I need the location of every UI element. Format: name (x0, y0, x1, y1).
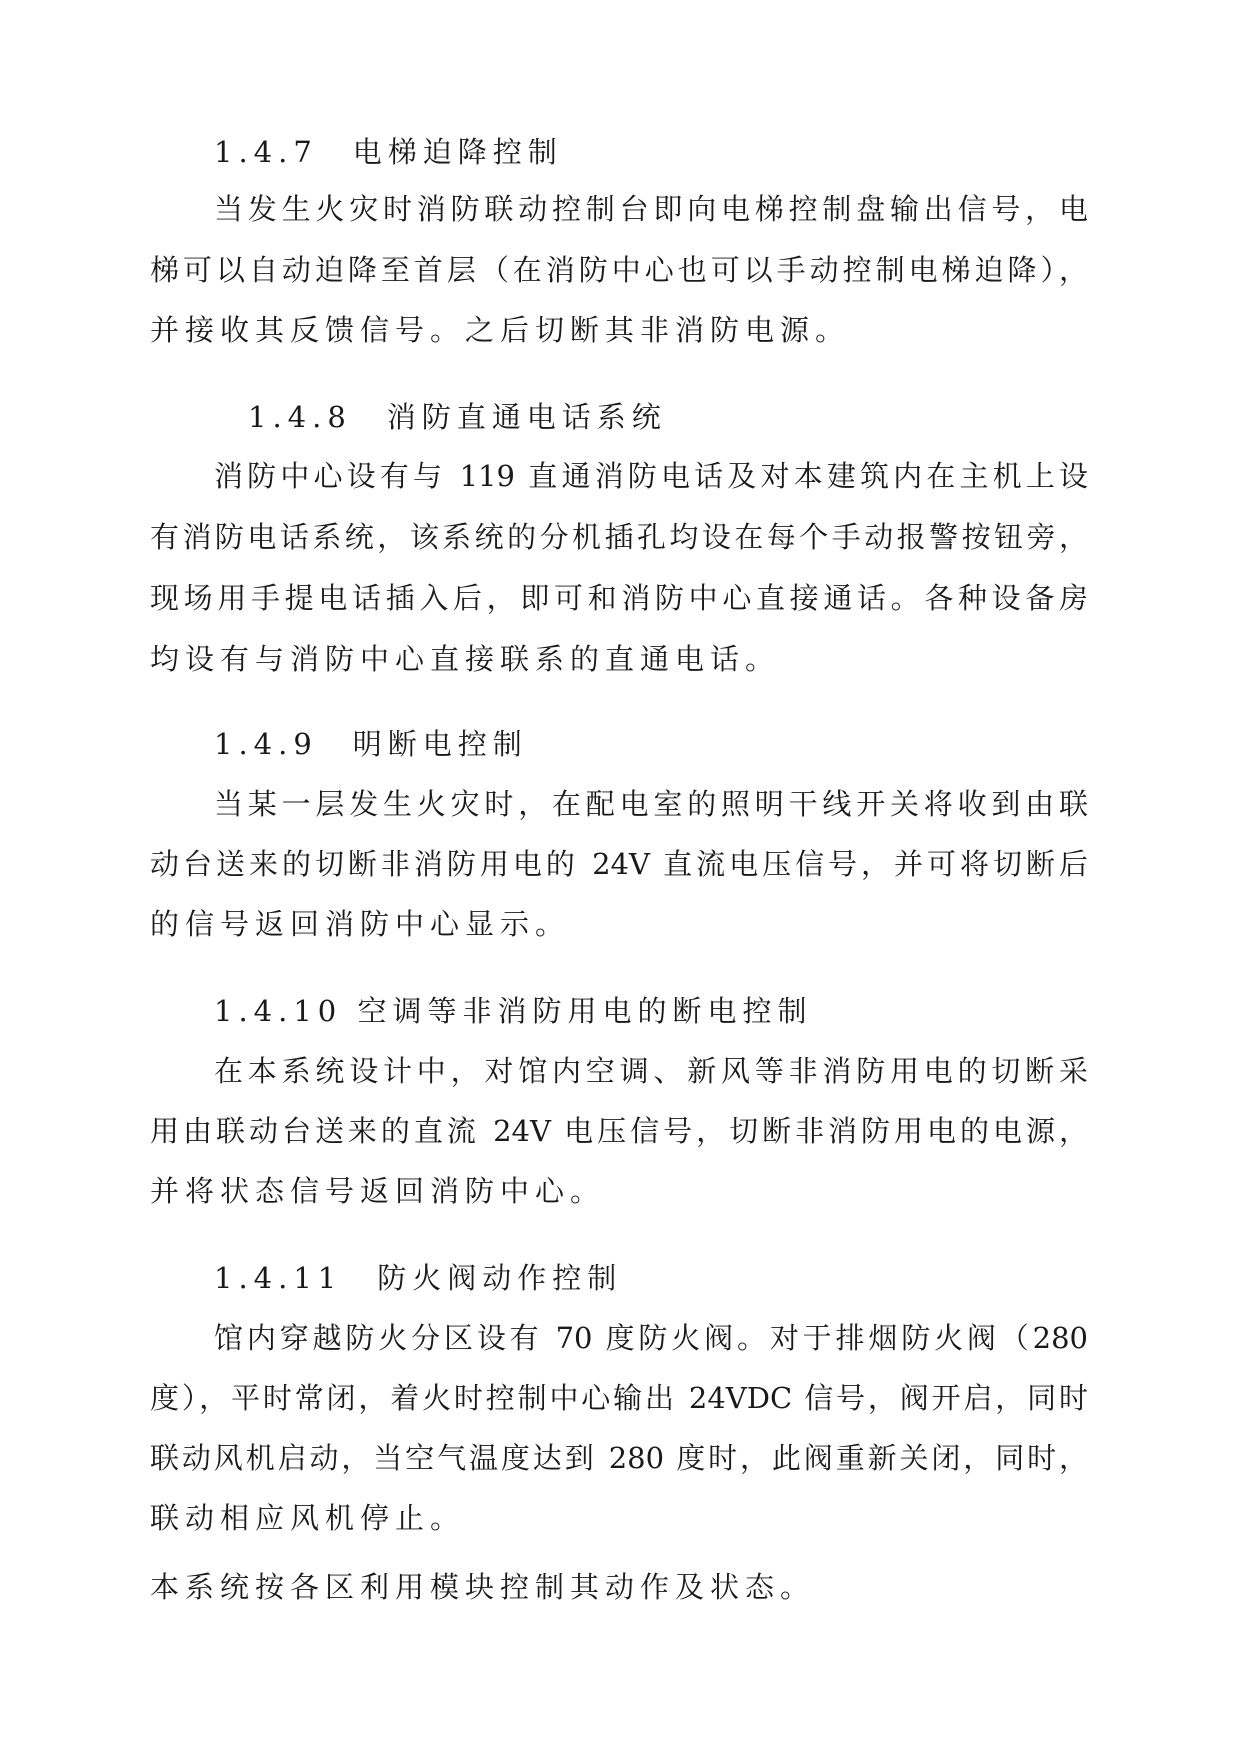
paragraph-line: 梯可以自动迫降至首层（在消防中心也可以手动控制电梯迫降）， (150, 253, 1088, 287)
section-heading-1-4-7: 1.4.7 电梯迫降控制 (214, 135, 563, 169)
section-heading-1-4-9: 1.4.9 明断电控制 (214, 727, 528, 761)
paragraph-line: 均设有与消防中心直接联系的直通电话。 (150, 642, 781, 676)
paragraph-line: 并将状态信号返回消防中心。 (150, 1174, 606, 1208)
paragraph-line: 并接收其反馈信号。之后切断其非消防电源。 (150, 313, 850, 347)
paragraph-line: 本系统按各区利用模块控制其动作及状态。 (150, 1570, 816, 1604)
paragraph-line: 动台送来的切断非消防用电的 24V 直流电压信号，并可将切断后 (150, 847, 1088, 881)
paragraph-line: 用由联动台送来的直流 24V 电压信号，切断非消防用电的电源， (150, 1114, 1088, 1148)
paragraph-line: 联动风机启动，当空气温度达到 280 度时，此阀重新关闭，同时， (150, 1441, 1088, 1475)
paragraph-line: 消防中心设有与 119 直通消防电话及对本建筑内在主机上设 (214, 459, 1088, 493)
paragraph-line: 联动相应风机停止。 (150, 1501, 466, 1535)
paragraph-line: 当某一层发生火灾时，在配电室的照明干线开关将收到由联 (214, 787, 1088, 821)
section-heading-1-4-10: 1.4.10 空调等非消防用电的断电控制 (214, 994, 813, 1028)
paragraph-line: 馆内穿越防火分区设有 70 度防火阀。对于排烟防火阀（280 (214, 1321, 1088, 1355)
section-heading-1-4-11: 1.4.11 防火阀动作控制 (214, 1261, 623, 1295)
paragraph-line: 在本系统设计中，对馆内空调、新风等非消防用电的切断采 (214, 1054, 1088, 1088)
paragraph-line: 的信号返回消防中心显示。 (150, 907, 571, 941)
paragraph-line: 有消防电话系统，该系统的分机插孔均设在每个手动报警按钮旁， (150, 520, 1088, 554)
paragraph-line: 度），平时常闭，着火时控制中心输出 24VDC 信号，阀开启，同时 (150, 1381, 1088, 1415)
paragraph-line: 当发生火灾时消防联动控制台即向电梯控制盘输出信号，电 (214, 192, 1088, 226)
section-heading-1-4-8: 1.4.8 消防直通电话系统 (248, 400, 667, 434)
paragraph-line: 现场用手提电话插入后，即可和消防中心直接通话。各种设备房 (150, 581, 1088, 615)
